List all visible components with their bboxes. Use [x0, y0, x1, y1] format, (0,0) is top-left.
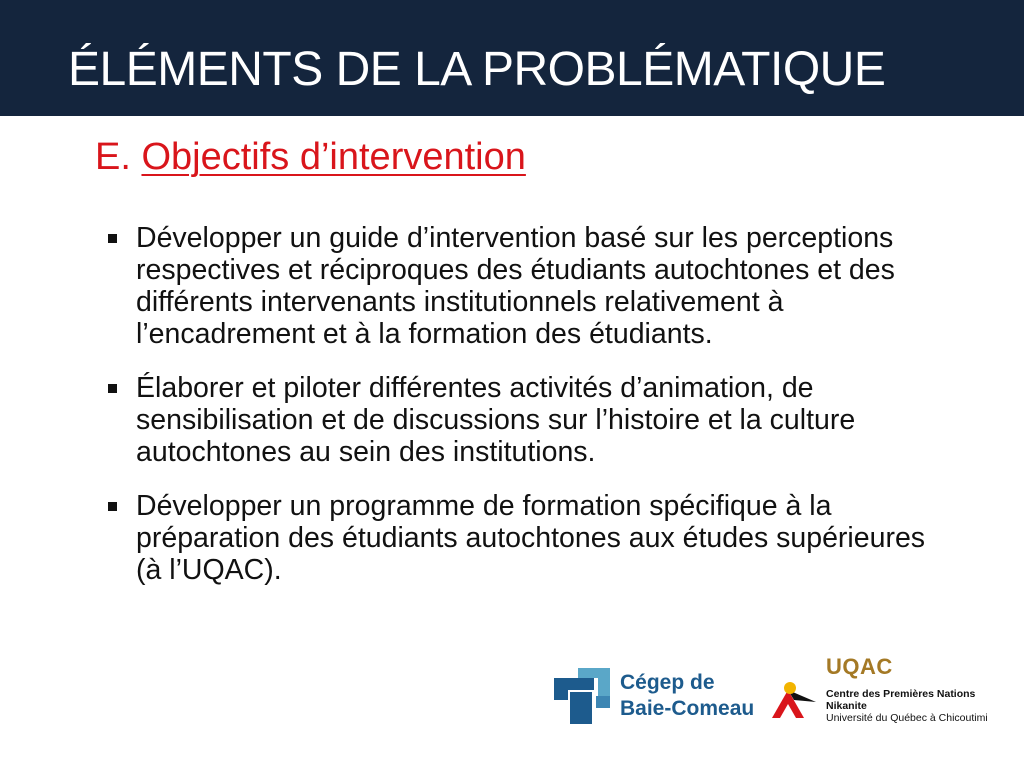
list-item [108, 490, 948, 586]
cegep-line-2: Baie-Comeau [620, 697, 755, 720]
uqac-line-3: Université du Québec à Chicoutimi [826, 712, 988, 724]
square-bullet-icon [108, 384, 117, 393]
list-item [108, 222, 948, 350]
cegep-logo-text [620, 670, 754, 722]
uqac-logo-title: UQAC [826, 654, 893, 679]
square-bullet-icon [108, 502, 117, 511]
list-item-text: Élaborer et piloter différentes activités d’animation, de sensibilisation et de discussions sur l’histoire et la culture autochtones au sein des institutions. [136, 372, 856, 468]
objectives-list [108, 222, 948, 608]
list-item [108, 372, 948, 468]
uqac-bird-icon [770, 676, 818, 720]
slide-title: ÉLÉMENTS DE LA PROBLÉMATIQUE [68, 43, 886, 96]
header-bar [0, 0, 1024, 116]
list-item-text: Développer un guide d’intervention basé sur les perceptions respectives et réciproques des étudiants autochtones et des différents intervenants institutionnels relativement à l’encadrement et à la formation des étudiants. [136, 222, 895, 350]
cegep-line-1: Cégep de [620, 671, 715, 694]
cegep-mark-icon [554, 668, 610, 724]
uqac-logo-lines [826, 688, 988, 724]
section-title: Objectifs d’intervention [141, 136, 526, 178]
square-bullet-icon [108, 234, 117, 243]
section-heading [95, 134, 526, 180]
list-item-text: Développer un programme de formation spécifique à la préparation des étudiants autochtones aux études supérieures (à l’UQAC). [136, 490, 926, 586]
uqac-line-2: Nikanite [826, 700, 867, 712]
section-letter: E. [95, 136, 131, 178]
uqac-line-1: Centre des Premières Nations [826, 688, 976, 700]
